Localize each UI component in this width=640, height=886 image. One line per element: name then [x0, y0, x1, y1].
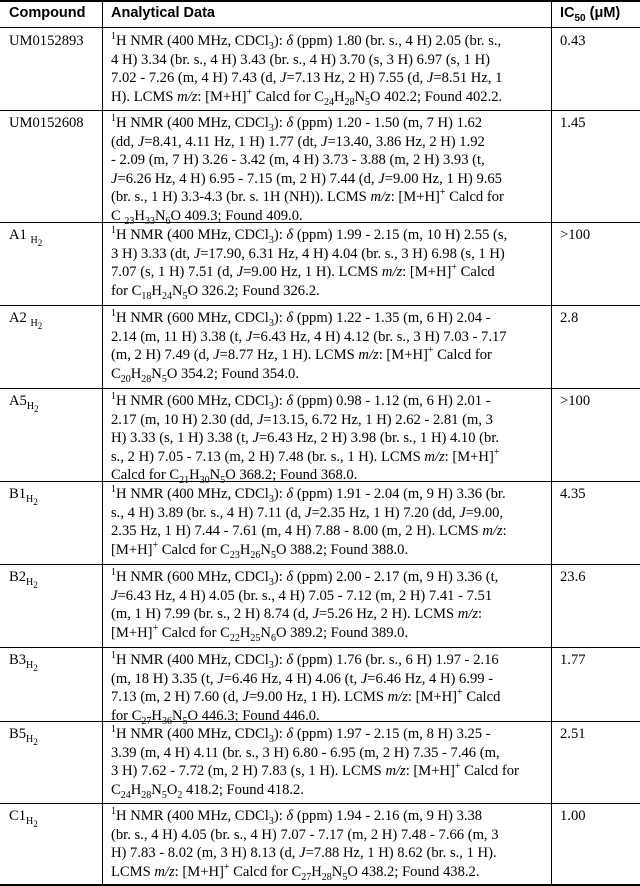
- data-line: (m, 2 H) 7.49 (d, J=8.77 Hz, 1 H). LCMS m/z: [M+H]+ Calcd for: [111, 345, 492, 363]
- data-line: LCMS m/z: [M+H]+ Calcd for $C_{27}H_{28}N_5O$ 438.2; Found 438.2.: [111, 861, 480, 883]
- subscript: 30: [199, 474, 210, 486]
- analytical-data-cell: [111, 309, 545, 383]
- italic-text: J: [137, 133, 145, 150]
- compound-name: UM0152608: [9, 115, 84, 131]
- compound-subscript-digit: 2: [33, 818, 38, 829]
- data-line: H) 3.33 (s, 1 H) 3.38 (t, J=6.43 Hz, 2 H) 3.98 (br. s., 1 H) 4.10 (br.: [111, 430, 500, 446]
- italic-text: m/z: [381, 264, 403, 280]
- subscript: 26: [250, 549, 261, 561]
- italic-text: δ: [286, 652, 294, 668]
- italic-text: δ: [286, 808, 294, 824]
- superscript: 1: [111, 724, 116, 736]
- data-line: H) 7.83 - 8.02 (m, 3 H) 8.13 (d, J=7.88 Hz, 1 H) 8.62 (br. s., 1 H).: [111, 845, 497, 861]
- ic50-value: 1.45: [560, 115, 586, 131]
- superscript: +: [223, 861, 230, 873]
- header-ic50: [560, 5, 621, 24]
- data-line: (br. s., 1 H) 3.3-4.3 (br. s. 1H (NH)). LCMS m/z: [M+H]+ Calcd for: [111, 187, 504, 205]
- ic50-value: 0.43: [560, 33, 586, 49]
- superscript: +: [152, 539, 159, 551]
- subscript: 5: [161, 789, 167, 801]
- subscript: 3: [268, 40, 274, 52]
- header-rule: [0, 27, 640, 28]
- italic-text: J: [245, 328, 253, 345]
- column-divider: [102, 0, 103, 886]
- data-line: 7.07 (s, 1 H) 7.51 (d, J=9.00 Hz, 1 H). LCMS m/z: [M+H]+ Calcd: [111, 262, 495, 280]
- compound-subscript: H2: [26, 493, 38, 507]
- italic-text: m/z: [154, 863, 175, 880]
- data-line: $^1$H NMR (400 MHz, CDCl$_3$): δ (ppm) 1.97 - 2.15 (m, 8 H) 3.25 -: [111, 724, 491, 745]
- compound-cell: [9, 309, 103, 331]
- italic-text: δ: [286, 486, 294, 502]
- italic-text: m/z: [482, 523, 503, 539]
- subscript: 2: [177, 789, 183, 801]
- ic50-value: 4.35: [560, 486, 586, 502]
- subscript: 3: [268, 815, 274, 827]
- subscript: 21: [179, 474, 190, 486]
- data-line: (dd, J=8.41, 4.11 Hz, 1 H) 1.77 (dt, J=13.40, 3.86 Hz, 2 H) 1.92: [111, 133, 485, 150]
- analytical-data-cell: [111, 568, 545, 642]
- data-line: $^1$H NMR (600 MHz, CDCl$_3$): δ (ppm) 2.00 - 2.17 (m, 9 H) 3.36 (t,: [111, 567, 499, 588]
- subscript: 5: [270, 549, 276, 561]
- subscript: 24: [323, 96, 334, 108]
- compound-subscript-digit: 2: [33, 736, 38, 747]
- subscript: 3: [268, 576, 274, 588]
- data-line: $^1$H NMR (400 MHz, CDCl$_3$): δ (ppm) 1.91 - 2.04 (m, 9 H) 3.36 (br.: [111, 484, 506, 505]
- header-ic50-base: IC: [560, 5, 575, 21]
- data-line: $^1$H NMR (400 MHz, CDCl$_3$): δ (ppm) 1.99 - 2.15 (m, 10 H) 2.55 (s,: [111, 225, 508, 246]
- compound-name: C1: [9, 808, 27, 824]
- subscript: 5: [182, 715, 188, 727]
- superscript: 1: [111, 567, 116, 579]
- italic-text: J: [280, 70, 287, 86]
- italic-text: J: [256, 411, 264, 428]
- data-line: J=6.26 Hz, 4 H) 6.95 - 7.15 (m, 2 H) 7.44 (d, J=9.00 Hz, 1 H) 9.65: [111, 170, 502, 187]
- italic-text: m/z: [387, 689, 408, 705]
- subscript: 28: [321, 871, 332, 883]
- compound-subscript-digit: 2: [33, 579, 38, 590]
- data-line: C $_{23}H_{33}N_6O$ 409.3; Found 409.0.: [111, 207, 303, 227]
- italic-text: δ: [286, 115, 294, 131]
- data-line: 7.02 - 7.26 (m, 4 H) 7.43 (d, J=7.13 Hz, 2 H) 7.55 (d, J=8.51 Hz, 1: [111, 70, 503, 86]
- subscript: 5: [342, 871, 348, 883]
- data-line: 7.13 (m, 2 H) 7.60 (d, J=9.00 Hz, 1 H). LCMS m/z: [M+H]+ Calcd: [111, 687, 501, 705]
- subscript: 3: [268, 234, 274, 246]
- italic-text: δ: [286, 726, 294, 742]
- italic-text: J: [193, 245, 201, 262]
- italic-text: J: [111, 587, 118, 604]
- compound-subscript: H2: [26, 815, 38, 829]
- header-ic50-sub: 50: [574, 12, 586, 24]
- ic50-value: >100: [560, 227, 591, 243]
- header-ic50-unit: (μM): [589, 5, 621, 21]
- subscript: 27: [301, 871, 312, 883]
- analytical-data-cell: [111, 226, 545, 300]
- italic-text: m/z: [358, 347, 379, 363]
- subscript: 6: [165, 215, 171, 227]
- subscript: 3: [268, 317, 274, 329]
- analytical-data-cell: [111, 392, 545, 485]
- superscript: 1: [111, 391, 116, 403]
- data-line: [M+H]+ Calcd for $C_{23}H_{26}N_5O$ 388.2; Found 388.0.: [111, 539, 409, 561]
- subscript: 28: [344, 96, 355, 108]
- compound-subscript: H2: [30, 234, 43, 248]
- compound-subscript-digit: 2: [33, 662, 38, 673]
- data-line: [M+H]+ Calcd for $C_{22}H_{25}N_6O$ 389.2; Found 389.0.: [111, 622, 409, 644]
- data-line: 4 H) 3.34 (br. s., 4 H) 3.43 (br. s., 4 H) 3.70 (s, 3 H) 6.97 (s, 1 H): [111, 51, 491, 68]
- row-rule: [0, 647, 640, 648]
- row-rule: [0, 305, 640, 306]
- subscript: 33: [144, 215, 155, 227]
- subscript: 20: [120, 373, 131, 385]
- italic-text: m/z: [457, 606, 478, 622]
- analytical-data-cell: [111, 485, 545, 559]
- compound-cell: [9, 568, 103, 590]
- subscript: 6: [270, 632, 276, 644]
- compound-cell: [9, 725, 103, 747]
- row-rule: [0, 564, 640, 565]
- header-analytical-data: Analytical Data: [111, 5, 215, 21]
- superscript: +: [454, 761, 461, 773]
- compound-name: B5: [9, 726, 27, 742]
- row-rule: [0, 803, 640, 804]
- compound-cell: [9, 807, 103, 829]
- data-line: s., 4 H) 3.89 (br. s., 4 H) 7.11 (d, J=2.35 Hz, 1 H) 7.20 (dd, J=9.00,: [111, 504, 504, 521]
- compound-cell: [9, 651, 103, 673]
- italic-text: δ: [286, 310, 294, 326]
- compound-cell: [9, 485, 103, 507]
- ic50-value: 2.8: [560, 310, 579, 326]
- subscript: 23: [229, 549, 240, 561]
- data-line: s., 2 H) 7.05 - 7.13 (m, 2 H) 7.48 (br. s., 1 H). LCMS m/z: [M+H]+: [111, 446, 500, 465]
- italic-text: J: [252, 430, 259, 446]
- superscript: +: [427, 345, 434, 357]
- compound-subscript-digit: 2: [37, 320, 43, 331]
- data-line: 3.39 (m, 4 H) 4.11 (br. s., 3 H) 6.80 - 6.95 (m, 2 H) 7.35 - 7.46 (m,: [111, 744, 500, 761]
- superscript: +: [246, 86, 253, 98]
- subscript: 22: [229, 632, 240, 644]
- italic-text: J: [459, 504, 466, 521]
- data-line: Calcd for $C_{21}H_{30}N_5O$ 368.2; Found 368.0.: [111, 467, 358, 486]
- compound-name: A5: [9, 393, 27, 409]
- compound-subscript: H2: [26, 733, 38, 747]
- subscript: 25: [250, 632, 261, 644]
- compound-subscript: H2: [26, 576, 38, 590]
- italic-text: δ: [286, 393, 294, 409]
- subscript: 3: [268, 733, 274, 745]
- compound-name: A2: [9, 310, 27, 326]
- italic-text: J: [236, 264, 244, 280]
- data-line: (br. s., 4 H) 4.05 (br. s., 4 H) 7.07 - 7.17 (m, 2 H) 7.48 - 7.66 (m, 3: [111, 826, 499, 843]
- subscript: 5: [365, 96, 371, 108]
- subscript: 23: [124, 215, 135, 227]
- italic-text: J: [213, 347, 220, 363]
- subscript: 5: [161, 373, 167, 385]
- italic-text: m/z: [424, 448, 445, 465]
- subscript: 28: [141, 373, 152, 385]
- column-divider: [551, 0, 552, 886]
- italic-text: J: [305, 504, 312, 521]
- subscript: 24: [161, 290, 172, 302]
- subscript: 5: [220, 474, 226, 486]
- italic-text: m/z: [370, 189, 391, 205]
- subscript: 3: [268, 659, 274, 671]
- data-line: $C_{20}H_{28}N_5O$ 354.2; Found 354.0.: [111, 365, 299, 385]
- italic-text: J: [111, 170, 118, 187]
- analytical-data-cell: [111, 725, 545, 799]
- compound-cell: [9, 226, 103, 248]
- top-rule: [0, 0, 640, 2]
- data-line: 2.17 (m, 10 H) 2.30 (dd, J=13.15, 6.72 Hz, 1 H) 2.62 - 2.81 (m, 3: [111, 411, 493, 428]
- data-line: 3 H) 7.62 - 7.72 (m, 2 H) 7.83 (s, 1 H). LCMS m/z: [M+H]+ Calcd for: [111, 761, 519, 779]
- italic-text: J: [426, 70, 434, 86]
- analytical-data-cell: [111, 651, 545, 725]
- italic-text: J: [312, 606, 319, 622]
- superscript: +: [451, 262, 458, 274]
- data-line: (m, 18 H) 3.35 (t, J=6.46 Hz, 4 H) 4.06 (t, J=6.46 Hz, 4 H) 6.99 -: [111, 670, 494, 687]
- compound-name: UM0152893: [9, 33, 84, 49]
- data-line: $^1$H NMR (400 MHz, CDCl$_3$): δ (ppm) 1.76 (br. s., 6 H) 1.97 - 2.16: [111, 650, 499, 671]
- subscript: 24: [120, 789, 131, 801]
- compound-subscript: H2: [26, 400, 39, 414]
- subscript: 27: [141, 715, 152, 727]
- compound-cell: [9, 114, 103, 133]
- compound-subscript-digit: 2: [34, 403, 39, 414]
- data-line: for $C_{27}H_{36}N_5O$ 446.3; Found 446.0.: [111, 707, 320, 727]
- compound-name: B1: [9, 486, 27, 502]
- superscript: 1: [111, 308, 116, 320]
- compound-subscript: H2: [26, 659, 38, 673]
- italic-text: δ: [286, 33, 294, 49]
- superscript: 1: [111, 484, 116, 496]
- data-line: $^1$H NMR (600 MHz, CDCl$_3$): δ (ppm) 0.98 - 1.12 (m, 6 H) 2.01 -: [111, 391, 491, 412]
- data-line: 2.14 (m, 11 H) 3.38 (t, J=6.43 Hz, 4 H) 4.12 (br. s., 3 H) 7.03 - 7.17: [111, 328, 507, 345]
- subscript: 3: [268, 122, 274, 134]
- data-line: $^1$H NMR (600 MHz, CDCl$_3$): δ (ppm) 1.22 - 1.35 (m, 6 H) 2.04 -: [111, 308, 491, 329]
- data-line: J=6.43 Hz, 4 H) 4.05 (br. s., 4 H) 7.05 - 7.12 (m, 2 H) 7.41 - 7.51: [111, 587, 493, 604]
- italic-text: J: [360, 670, 368, 687]
- italic-text: δ: [286, 227, 294, 243]
- data-line: 3 H) 3.33 (dt, J=17.90, 6.31 Hz, 4 H) 4.04 (br. s., 3 H) 6.98 (s, 1 H): [111, 245, 505, 262]
- data-line: $^1$H NMR (400 MHz, CDCl$_3$): δ (ppm) 1.94 - 2.16 (m, 9 H) 3.38: [111, 806, 483, 827]
- data-line: H). LCMS m/z: [M+H]+ Calcd for $C_{24}H_{28}N_5O$ 402.2; Found 402.2.: [111, 86, 503, 108]
- compound-name: B2: [9, 569, 27, 585]
- subscript: 36: [161, 715, 172, 727]
- data-line: $C_{24}H_{28}N_5O_2$ 418.2; Found 418.2.: [111, 781, 304, 801]
- subscript: 3: [268, 493, 274, 505]
- italic-text: J: [242, 689, 249, 705]
- superscript: 1: [111, 650, 116, 662]
- superscript: +: [439, 187, 446, 199]
- superscript: +: [152, 622, 159, 634]
- data-line: 2.35 Hz, 1 H) 7.44 - 7.61 (m, 4 H) 7.88 - 8.00 (m, 2 H). LCMS m/z:: [111, 523, 507, 539]
- analytical-data-cell: [111, 32, 545, 106]
- superscript: 1: [111, 113, 116, 125]
- compound-cell: [9, 392, 103, 414]
- compound-name: A1: [9, 227, 27, 243]
- ic50-value: >100: [560, 393, 591, 409]
- italic-text: J: [217, 670, 224, 687]
- data-line: - 2.09 (m, 7 H) 3.26 - 3.42 (m, 4 H) 3.73 - 3.88 (m, 2 H) 3.93 (t,: [111, 152, 485, 168]
- ic50-value: 2.51: [560, 726, 586, 742]
- data-line: for $C_{18}H_{24}N_5O$ 326.2; Found 326.2.: [111, 282, 320, 302]
- italic-text: J: [299, 845, 306, 861]
- subscript: 18: [141, 290, 152, 302]
- subscript: 3: [268, 400, 274, 412]
- data-line: $^1$H NMR (400 MHz, CDCl$_3$): δ (ppm) 1.80 (br. s., 4 H) 2.05 (br. s.,: [111, 31, 502, 52]
- data-line: (m, 1 H) 7.99 (br. s., 2 H) 8.74 (d, J=5.26 Hz, 2 H). LCMS m/z:: [111, 606, 483, 622]
- compound-subscript-digit: 2: [37, 237, 43, 248]
- analytical-data-cell: [111, 114, 545, 225]
- superscript: +: [457, 687, 463, 699]
- ic50-value: 1.00: [560, 808, 586, 824]
- data-line: $^1$H NMR (400 MHz, CDCl$_3$): δ (ppm) 1.20 - 1.50 (m, 7 H) 1.62: [111, 113, 483, 134]
- italic-text: J: [378, 170, 385, 187]
- superscript: +: [493, 446, 500, 458]
- ic50-value: 1.77: [560, 652, 586, 668]
- row-rule: [0, 110, 640, 111]
- subscript: 28: [141, 789, 152, 801]
- compound-name: B3: [9, 652, 27, 668]
- compound-subscript: H2: [30, 317, 43, 331]
- italic-text: m/z: [177, 88, 198, 105]
- analytical-data-cell: [111, 807, 545, 881]
- row-rule: [0, 388, 640, 389]
- superscript: 1: [111, 31, 116, 43]
- italic-text: m/z: [385, 763, 406, 779]
- superscript: 1: [111, 225, 116, 237]
- italic-text: J: [320, 133, 328, 150]
- header-compound: Compound: [9, 5, 86, 21]
- subscript: 5: [182, 290, 188, 302]
- italic-text: δ: [286, 569, 294, 585]
- ic50-value: 23.6: [560, 569, 586, 585]
- compound-cell: [9, 32, 103, 51]
- compound-subscript-digit: 2: [33, 496, 38, 507]
- superscript: 1: [111, 806, 116, 818]
